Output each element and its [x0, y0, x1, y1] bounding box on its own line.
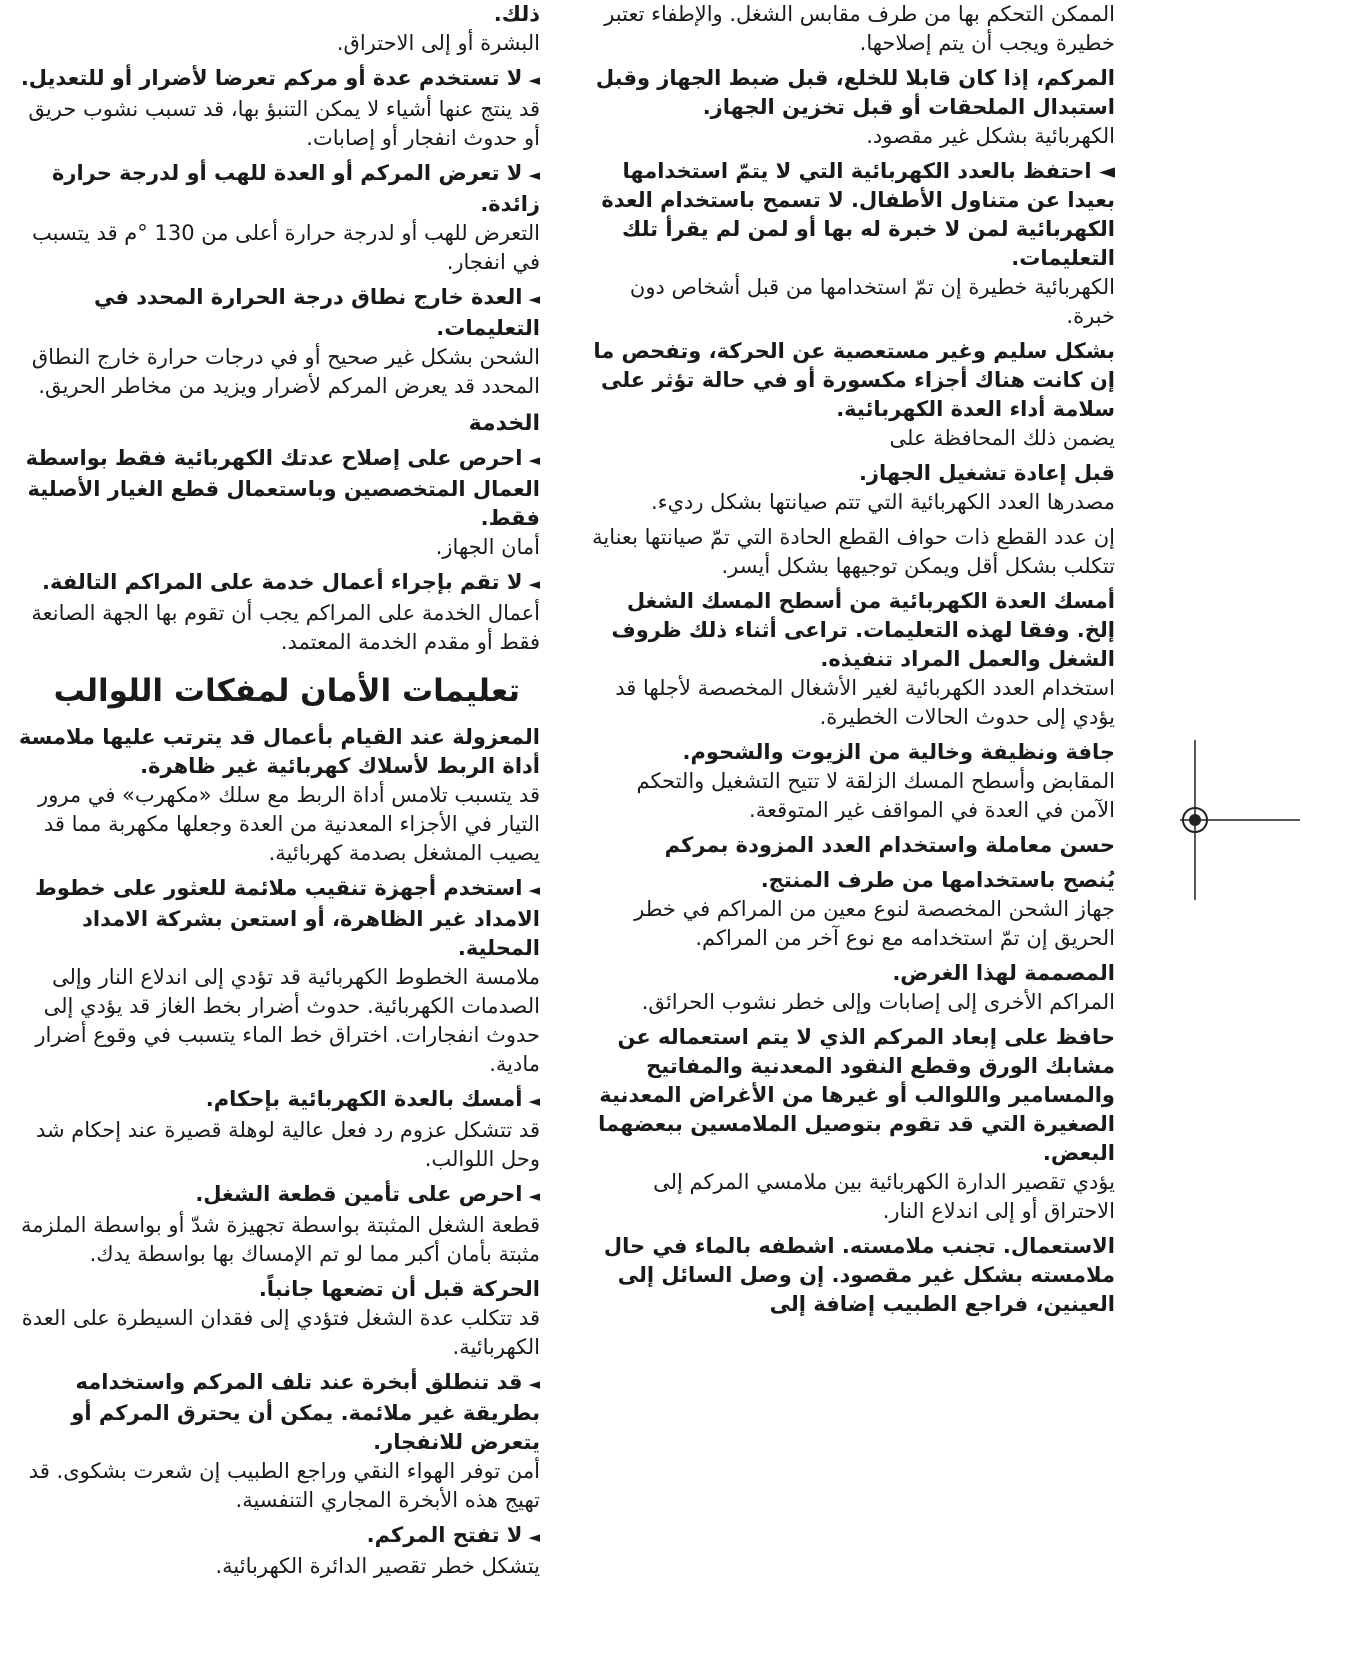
- safety-item: [10, 1180, 540, 1269]
- service-body: أعمال الخدمة على المراكم يجب أن تقوم بها الجهة الصانعة فقط أو مقدم الخدمة المعتمد.: [31, 601, 540, 654]
- bullet-marker: ◄: [528, 881, 540, 899]
- screwdriver-safety-heading: تعليمات الأمان لمفكات اللوالب: [53, 673, 520, 709]
- block-body: الكهربائية خطيرة إن تمّ استخدامها من قبل أشخاص دون خبرة.: [629, 275, 1115, 328]
- block-body: جهاز الشحن المخصصة لنوع معين من المراكم في خطر الحريق إن تمّ استخدامه مع نوع آخر من المراكم.: [634, 897, 1115, 950]
- block-lead: المركم، إذا كان قابلا للخلع، قبل ضبط الجهاز وقبل استبدال الملحقات أو قبل تخزين الجهاز.: [595, 66, 1115, 119]
- bullet-marker: ◄: [528, 1528, 540, 1546]
- block-body: مصدرها العدد الكهربائية التي تتم صيانتها بشكل رديء.: [651, 490, 1115, 514]
- block-body: يضمن ذلك المحافظة على: [889, 426, 1115, 450]
- bullet-marker: ◄: [528, 71, 540, 89]
- text-block: [590, 459, 1115, 517]
- warning-lead: لا تعرض المركم أو العدة للهب أو لدرجة حرارة زائدة.: [51, 161, 540, 216]
- top-lead: ذلك.: [493, 2, 540, 26]
- warning-item: [10, 64, 540, 153]
- middle-column: [590, 0, 1115, 1325]
- safety-item: [10, 1085, 540, 1174]
- text-block: [590, 337, 1115, 453]
- text-block: [590, 866, 1115, 953]
- text-block: [590, 523, 1115, 581]
- block-lead: بشكل سليم وغير مستعصية عن الحركة، وتفحص ما إن كانت هناك أجزاء مكسورة أو في حالة تؤثر على سلامة أداء العدة الكهربائية.: [593, 339, 1115, 421]
- block-lead: المصممة لهذا الغرض.: [892, 961, 1115, 985]
- bullet-marker: ◄: [528, 1375, 540, 1393]
- safety-item: [10, 1521, 540, 1581]
- bullet-marker: ◄: [528, 575, 540, 593]
- safety-lead: قد تنطلق أبخرة عند تلف المركم واستخدامه بطريقة غير ملائمة. يمكن أن يحترق المركم أو يتعرض للانفجار.: [71, 1370, 540, 1454]
- safety-body: قطعة الشغل المثبتة بواسطة تجهيزة شدّ أو بواسطة الملزمة مثبتة بأمان أكبر مما لو تم الإمساك بها بواسطة يدك.: [21, 1213, 540, 1266]
- bullet-marker: ◄: [528, 290, 540, 308]
- block-body: الممكن التحكم بها من طرف مقابس الشغل. والإطفاء تعتبر خطيرة ويجب أن يتم إصلاحها.: [604, 2, 1115, 55]
- warning-body: التعرض للهب أو لدرجة حرارة أعلى من 130 °م قد يتسبب في انفجار.: [32, 221, 540, 274]
- top-body: البشرة أو إلى الاحتراق.: [336, 31, 540, 55]
- safety-item: [10, 723, 540, 868]
- bullet-marker: ◄: [528, 1092, 540, 1110]
- text-block: [590, 1023, 1115, 1226]
- safety-body: قد يتسبب تلامس أداة الربط مع سلك «مكهرب» في مرور التيار في الأجزاء المعدنية من العدة وجعلها مكهربة مما قد يصيب المشغل بصدمة كهربائية.: [38, 783, 540, 865]
- text-block: [590, 587, 1115, 732]
- block-lead: الاستعمال. تجنب ملامسته. اشطفه بالماء في حال ملامسته بشكل غير مقصود. إن وصل السائل إلى العينين، فراجع الطبيب إضافة إلى: [603, 1234, 1115, 1316]
- text-block: [590, 64, 1115, 151]
- safety-body: أمن توفر الهواء النقي وراجع الطبيب إن شعرت بشكوى. قد تهيج هذه الأبخرة المجاري التنفسية.: [28, 1459, 540, 1512]
- text-block: [590, 157, 1115, 331]
- crosshair-icon: [1180, 740, 1300, 960]
- safety-body: يتشكل خطر تقصير الدائرة الكهربائية.: [215, 1554, 540, 1578]
- text-block: [590, 0, 1115, 58]
- block-lead: حافظ على إبعاد المركم الذي لا يتم استعماله عن مشابك الورق وقطع النقود المعدنية والمفاتيح والمسامير واللوالب أو غيرها من الأغراض المعدنية الصغيرة التي قد تقوم بتوصيل الملامسين ببعضهما البعض.: [598, 1025, 1115, 1165]
- block-body: المراكم الأخرى إلى إصابات وإلى خطر نشوب الحرائق.: [641, 990, 1115, 1014]
- block-body: إن عدد القطع ذات حواف القطع الحادة التي تمّ صيانتها بعناية تتكلب بشكل أقل ويمكن توجيهها بشكل أيسر.: [592, 525, 1115, 578]
- safety-item: [10, 1275, 540, 1362]
- warning-item: [10, 283, 540, 401]
- block-lead: أمسك العدة الكهربائية من أسطح المسك الشغل إلخ. وفقا لهذه التعليمات. تراعى أثناء ذلك ظروف الشغل والعمل المراد تنفيذه.: [611, 589, 1115, 671]
- warning-lead: لا تستخدم عدة أو مركم تعرضا لأضرار أو للتعديل.: [20, 66, 523, 90]
- block-lead: يُنصح باستخدامها من طرف المنتج.: [760, 868, 1115, 892]
- safety-lead: استخدم أجهزة تنقيب ملائمة للعثور على خطوط الامداد غير الظاهرة، أو استعن بشركة الامداد المحلية.: [34, 876, 540, 960]
- service-lead: احرص على إصلاح عدتك الكهربائية فقط بواسطة العمال المتخصصين وباستعمال قطع الغيار الأصلية فقط.: [25, 446, 540, 530]
- block-body: المقابض وأسطح المسك الزلقة لا تتيح التشغيل والتحكم الآمن في العدة في المواقف غير المتوقعة.: [636, 769, 1115, 822]
- service-heading: الخدمة: [468, 411, 540, 436]
- safety-item: [10, 1368, 540, 1515]
- bullet-marker: ◄: [528, 451, 540, 469]
- warning-lead: العدة خارج نطاق درجة الحرارة المحدد في التعليمات.: [93, 285, 540, 340]
- top-continuation: [10, 0, 540, 58]
- bullet-marker: ◄: [528, 1187, 540, 1205]
- section-heading: [590, 831, 1115, 860]
- safety-body: قد تتشكل عزوم رد فعل عالية لوهلة قصيرة عند إحكام شد وحل اللوالب.: [35, 1118, 540, 1171]
- left-column: [10, 0, 540, 1587]
- warning-body: الشحن بشكل غير صحيح أو في درجات حرارة خارج النطاق المحدد قد يعرض المركم لأضرار ويزيد من مخاطر الحريق.: [31, 345, 540, 398]
- bullet-marker: ◄: [528, 166, 540, 184]
- service-item: [10, 444, 540, 562]
- safety-lead: احرص على تأمين قطعة الشغل.: [195, 1182, 523, 1206]
- block-lead: قبل إعادة تشغيل الجهاز.: [858, 461, 1115, 485]
- block-body: يؤدي تقصير الدارة الكهربائية بين ملامسي المركم إلى الاحتراق أو إلى اندلاع النار.: [653, 1170, 1115, 1223]
- text-block: [590, 738, 1115, 825]
- safety-body: قد تتكلب عدة الشغل فتؤدي إلى فقدان السيطرة على العدة الكهربائية.: [21, 1306, 540, 1359]
- text-block: [590, 959, 1115, 1017]
- service-body: أمان الجهاز.: [435, 535, 540, 559]
- safety-lead: المعزولة عند القيام بأعمال قد يترتب عليها ملامسة أداة الربط لأسلاك كهربائية غير ظاهرة.: [18, 725, 540, 778]
- text-block: [590, 1232, 1115, 1319]
- service-lead: لا تقم بإجراء أعمال خدمة على المراكم التالفة.: [42, 570, 523, 594]
- block-lead: حسن معاملة واستخدام العدد المزودة بمركم: [664, 833, 1115, 857]
- warning-body: قد ينتج عنها أشياء لا يمكن التنبؤ بها، قد تسبب نشوب حريق أو حدوث انفجار أو إصابات.: [28, 97, 540, 150]
- block-body: الكهربائية بشكل غير مقصود.: [866, 124, 1115, 148]
- safety-lead: الحركة قبل أن تضعها جانباً.: [258, 1277, 540, 1301]
- service-item: [10, 568, 540, 657]
- safety-body: ملامسة الخطوط الكهربائية قد تؤدي إلى اندلاع النار وإلى الصدمات الكهربائية. حدوث أضرار بخط الغاز قد يؤدي إلى حدوث انفجارات. اختراق خط الماء يتسبب في وقوع أضرار مادية.: [35, 965, 540, 1076]
- block-lead: ◄ احتفظ بالعدد الكهربائية التي لا يتمّ استخدامها بعيدا عن متناول الأطفال. لا تسمح باستخدام العدة الكهربائية لمن لا خبرة له بها أو لمن لم يقرأ تلك التعليمات.: [601, 159, 1115, 270]
- safety-lead: أمسك بالعدة الكهربائية بإحكام.: [205, 1087, 523, 1111]
- safety-lead: لا تفتح المركم.: [366, 1523, 523, 1547]
- block-body: استخدام العدد الكهربائية لغير الأشغال المخصصة لأجلها قد يؤدي إلى حدوث الحالات الخطيرة.: [615, 676, 1115, 729]
- safety-item: [10, 874, 540, 1079]
- warning-item: [10, 159, 540, 277]
- block-lead: جافة ونظيفة وخالية من الزيوت والشحوم.: [682, 740, 1115, 764]
